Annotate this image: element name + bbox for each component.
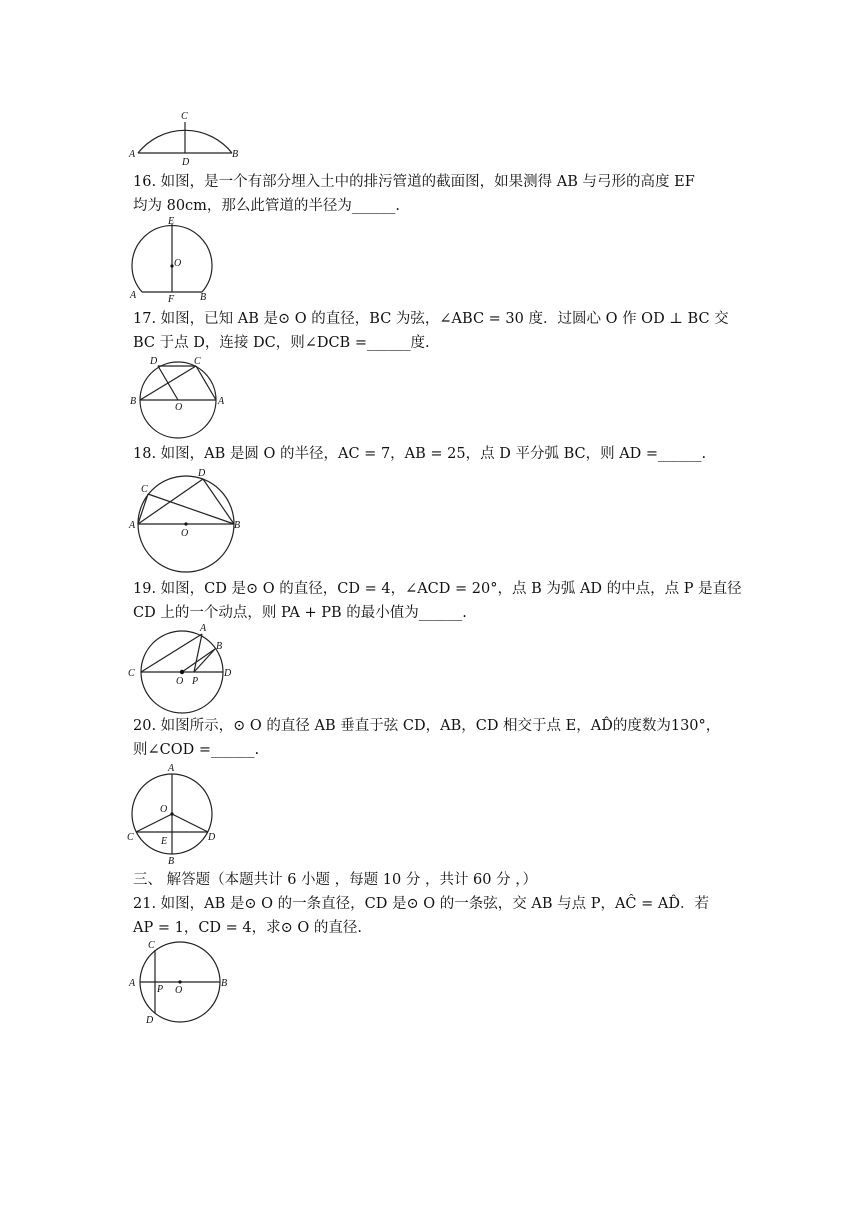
label-o: O (175, 402, 183, 413)
figure-circle-chord-bc (128, 354, 228, 442)
label-b: B (200, 292, 207, 303)
label-a: A (129, 978, 136, 989)
q20-line1: 20. 如图所示，⊙ O 的直径 AB 垂直于弦 CD，AB，CD 相交于点 E，AD̂的度数为130°， (133, 718, 721, 734)
label-o: O (160, 804, 168, 815)
label-f: F (168, 294, 175, 305)
label-e: E (168, 216, 175, 227)
label-e: E (161, 836, 168, 847)
label-d: D (198, 468, 206, 479)
figure-pipe-section (126, 214, 226, 306)
q16-line2: 均为 80cm，那么此管道的半径为______. (133, 198, 401, 214)
label-b: B (216, 641, 223, 652)
q19-line1: 19. 如图，CD 是⊙ O 的直径，CD = 4，∠ACD = 20°，点 B 为弧 AD 的中点，点 P 是直径 (133, 581, 742, 597)
section-3-heading: 三、 解答题（本题共计 6 小题 ，每题 10 分 ，共计 60 分 ，） (133, 872, 537, 888)
figure-perpendicular-diameter (124, 762, 224, 866)
label-d: D (150, 356, 158, 367)
q20-line2: 则∠COD =______. (133, 742, 260, 758)
q19-line2: CD 上的一个动点，则 PA + PB 的最小值为______. (133, 605, 467, 621)
label-c: C (194, 356, 201, 367)
q21-line2: AP = 1，CD = 4，求⊙ O 的直径. (133, 920, 362, 936)
label-o: O (174, 258, 182, 269)
figure-circle-min-path (126, 622, 240, 714)
q21-line1: 21. 如图，AB 是⊙ O 的一条直径，CD 是⊙ O 的一条弦，交 AB 与点 P，AĈ = AD̂．若 (133, 896, 709, 912)
label-c: C (141, 484, 148, 495)
label-a: A (218, 396, 225, 407)
label-c: C (181, 111, 188, 122)
label-a: A (129, 149, 136, 160)
figure-diameter-chord (126, 936, 236, 1028)
figure-arc-segment (126, 108, 246, 166)
q17-line1: 17. 如图，已知 AB 是⊙ O 的直径，BC 为弦，∠ABC = 30 度．过圆心 O 作 OD ⊥ BC 交 (133, 311, 729, 327)
label-d: D (224, 668, 232, 679)
label-b: B (130, 396, 137, 407)
q16-line1: 16. 如图，是一个有部分埋入土中的排污管道的截面图，如果测得 AB 与弓形的高度 EF (133, 174, 695, 190)
label-b: B (234, 520, 241, 531)
label-c: C (127, 832, 134, 843)
label-p: P (192, 676, 199, 687)
label-b: B (232, 149, 239, 160)
label-o: O (176, 676, 184, 687)
label-b: B (168, 856, 175, 867)
label-c: C (128, 668, 135, 679)
figure-circle-arc-bisector (127, 466, 247, 574)
label-d: D (208, 832, 216, 843)
q18-line1: 18. 如图，AB 是圆 O 的半径，AC = 7，AB = 25，点 D 平分弧 BC，则 AD =______. (133, 446, 707, 462)
label-p: P (157, 984, 164, 995)
label-a: A (200, 623, 207, 634)
q17-line2: BC 于点 D，连接 DC，则∠DCB =______度. (133, 335, 430, 351)
label-o: O (181, 528, 189, 539)
label-b: B (221, 978, 228, 989)
label-d: D (146, 1015, 154, 1026)
label-o: O (175, 985, 183, 996)
label-c: C (148, 940, 155, 951)
label-d: D (182, 157, 190, 168)
label-a: A (130, 290, 137, 301)
label-a: A (168, 763, 175, 774)
label-a: A (129, 520, 136, 531)
